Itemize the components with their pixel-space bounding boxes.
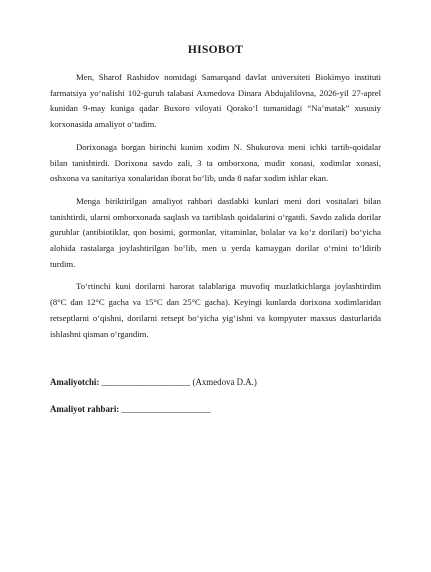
- student-signature-line: [50, 377, 381, 387]
- paragraph-supervisor: Menga biriktirilgan amaliyot rahbari dastlabki kunlari meni dori vositalari bilan tanishtirdi, ularni omborxonada saqlash va tartiblash qoidalarini o‘rgatdi. Savdo zalida dorilar guruhlar (antibiotiklar, qon bosimi, gormonlar, vitaminlar, bolalar va ko‘z dorilari) bo‘yicha alohida rastalarga joylashtirilgan bo‘lib, men u yerda kamaygan dorilar o‘rnini to‘ldirib turdim.: [50, 195, 381, 269]
- student-signature-blank: ____________________: [101, 377, 191, 388]
- paragraph-storage: To‘rtinchi kuni dorilarni harorat talablariga muvofiq muzlatkichlarga joylashtirdim (8°C dan 12°C gacha va 15°C dan 25°C gacha). Keyingi kunlarda dorixona xodimlaridan retseptlarni o‘qishni, dorilarni retsept bo‘yicha yig‘ishni va kompyuter maxsus dasturlarida ishlashni qisman o‘rgandim.: [50, 281, 381, 339]
- student-label: Amaliyotchi:: [50, 377, 100, 388]
- supervisor-signature-line: [50, 404, 381, 414]
- supervisor-label: Amaliyot rahbari:: [50, 404, 120, 415]
- student-name: (Axmedova D.A.): [192, 377, 257, 388]
- supervisor-signature-blank: ____________________: [121, 404, 211, 415]
- paragraph-first-day: Dorixonaga borgan birinchi kunim xodim N. Shukurova meni ichki tartib-qoidalar bilan tanishtirdi. Dorixona savdo zali, 3 ta omborxona, mudir xonasi, xodimlar xonasi, oshxona va sanitariya xonalaridan iborat bo‘lib, unda 8 nafar xodim ishlar ekan.: [50, 141, 381, 184]
- paragraph-intro: Men, Sharof Rashidov nomidagi Samarqand davlat universiteti Biokimyo instituti farmatsiya yo‘nalishi 102-guruh talabasi Axmedova Dinara Abdujalilovna, 2026-yil 27-aprel kunidan 9-may kuniga qadar Buxoro viloyati Qorako‘l tumanidagi “Na’matak” xususiy korxonasida amaliyot o‘tadim.: [50, 72, 381, 130]
- report-title: HISOBOT: [187, 44, 244, 56]
